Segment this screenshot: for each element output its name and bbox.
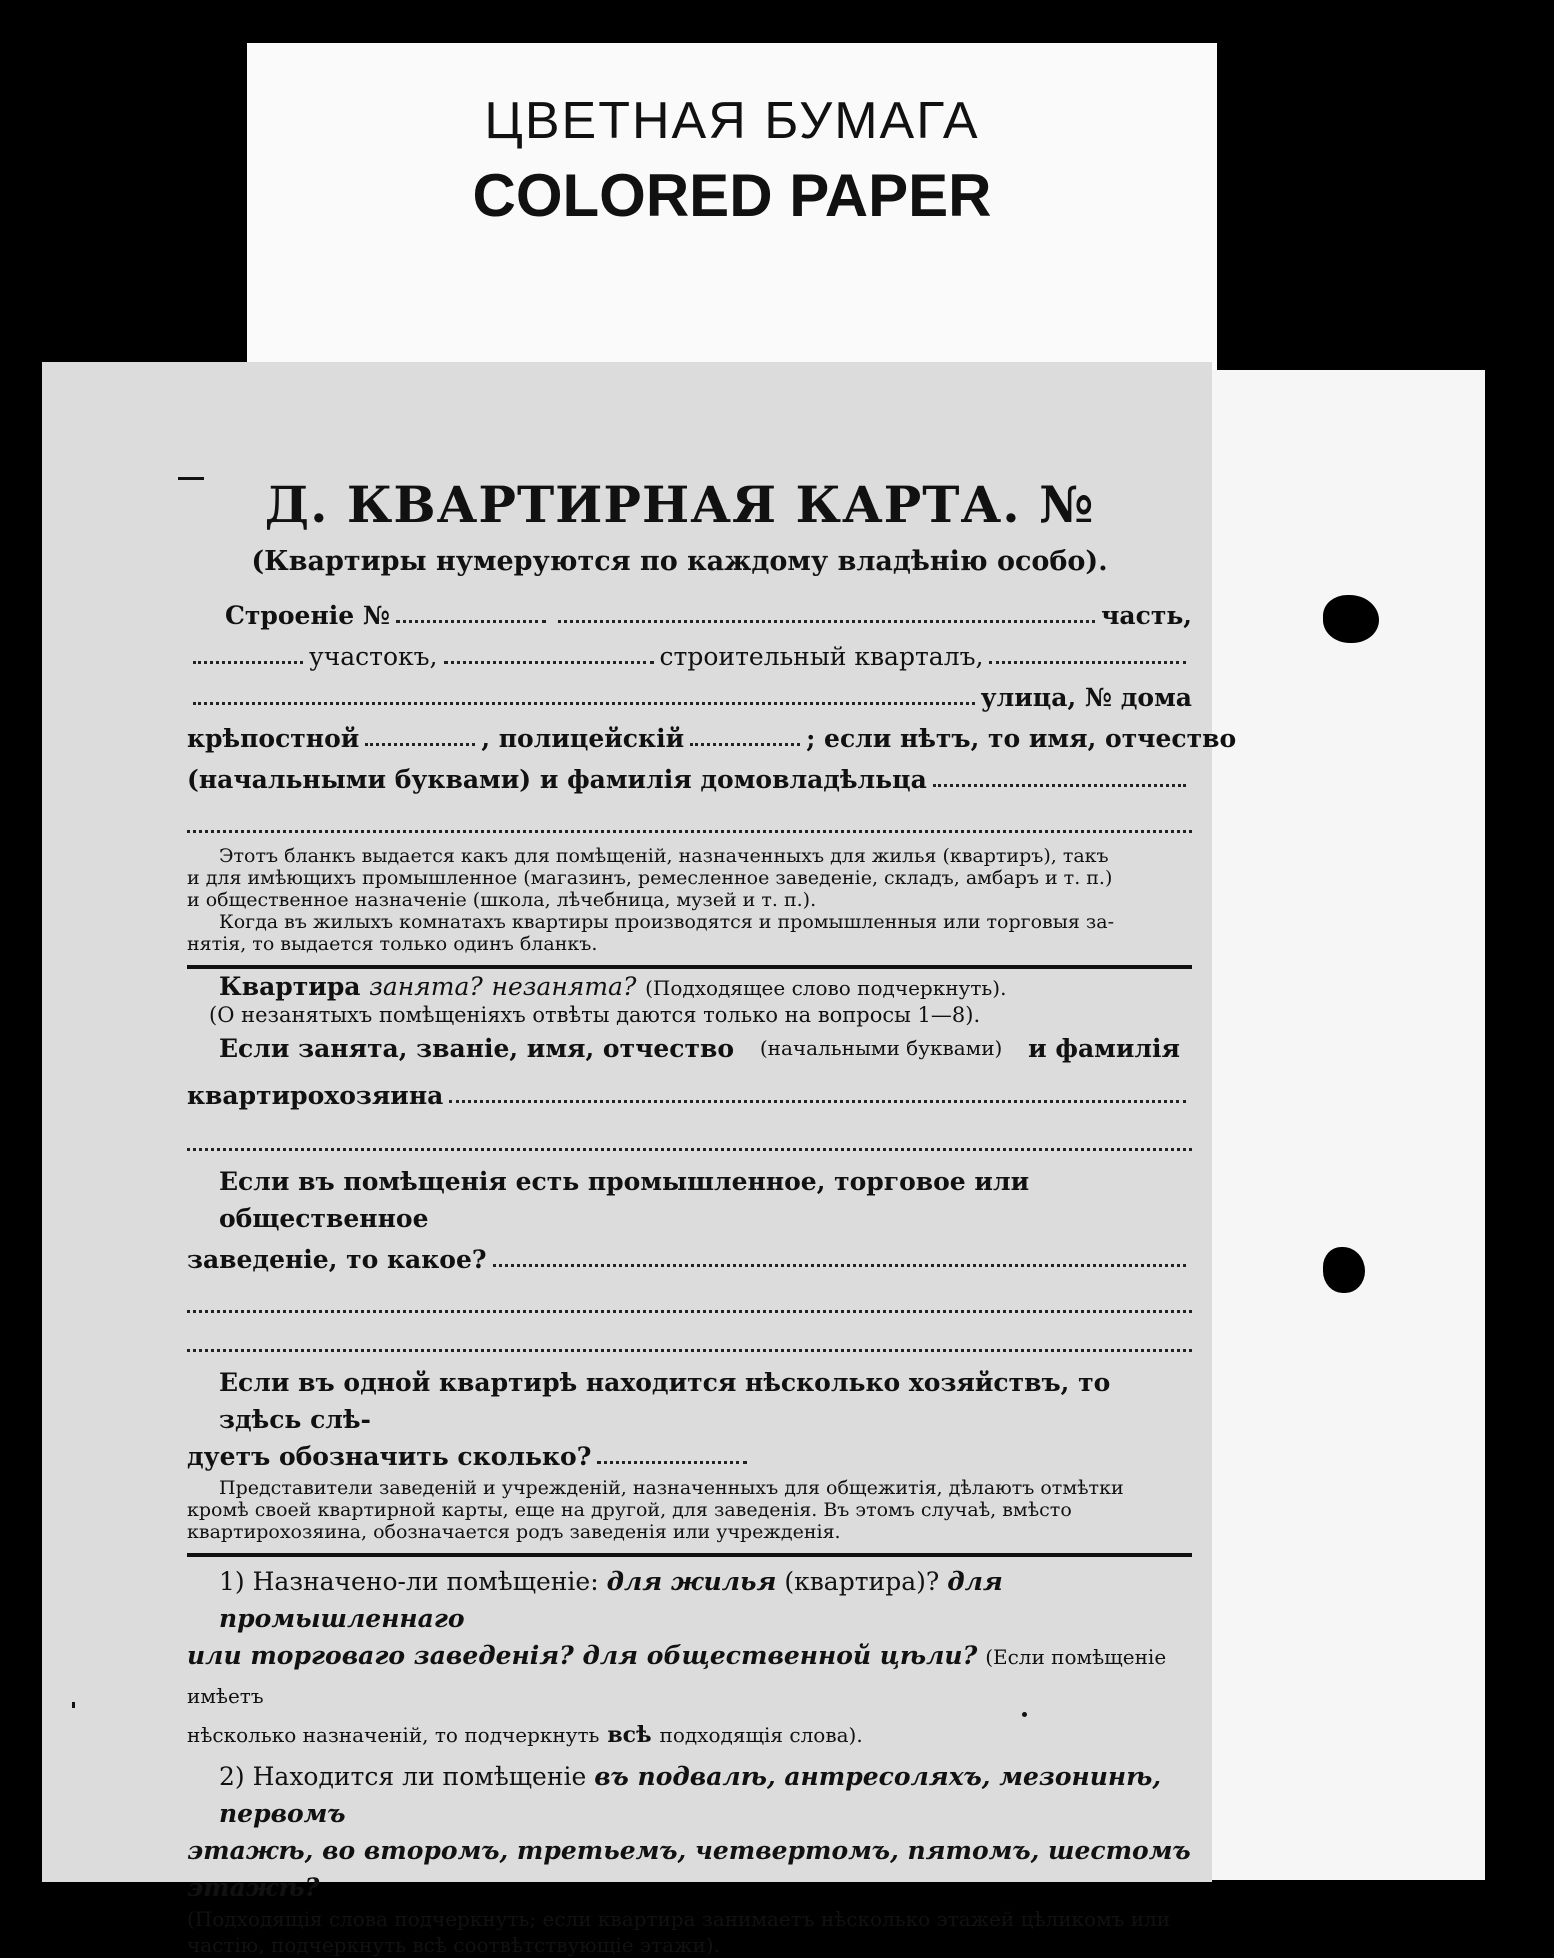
uchastok-field[interactable] [193,661,303,664]
households-field[interactable] [597,1461,747,1464]
occupied-note: (О незанятыхъ помѣщеніяхъ отвѣты даются только на вопросы 1—8). [209,1003,981,1027]
colored-paper-label [247,43,1217,373]
note-line: Представители заведеній и учрежденій, назначенныхъ для общежитія, дѣлаютъ отмѣтки [219,1477,1124,1499]
question-1-cont-2 [187,1715,1192,1754]
note-blank-usage [187,845,1192,955]
note-line: и общественное назначеніе (школа, лѣчебница, музей и т. п.). [187,889,817,911]
apartment-card-form [187,475,1237,1958]
stroenie-label: Строеніе № [225,601,391,630]
q2-hint: частію, подчеркнуть всѣ соотвѣтствующіе этажи). [187,1933,720,1957]
politseiskii-field[interactable] [690,743,800,746]
stroenie-field[interactable] [396,620,546,623]
q2-hint: (Подходящія слова подчеркнуть; если квартира занимаетъ нѣсколько этажей цѣликомъ или [187,1907,1171,1931]
q1-hint: подходящія слова). [659,1723,863,1747]
chast-label: часть, [1101,601,1192,630]
q2-floor-options[interactable]: этажѣ, во второмъ, третьемъ, четвертомъ, пятомъ, шестомъ этажѣ? [187,1836,1191,1902]
ink-speck [1022,1712,1027,1717]
occupied-prefix: Квартира [219,972,361,1001]
tenant-hint: (начальными буквами) [759,1036,1003,1060]
q1-hint-emphasis: всѣ [607,1722,652,1748]
q1-hint: нѣсколько назначеній, то подчеркнуть [187,1723,600,1747]
ulitsa-field[interactable] [193,702,975,705]
chast-field[interactable] [558,620,1095,623]
address-row-3 [187,683,1192,712]
address-row-5 [187,765,1192,794]
note-line: нятія, то выдается только одинъ бланкъ. [187,933,598,955]
question-2-note [187,1906,1192,1958]
question-2 [187,1758,1192,1832]
option-unoccupied[interactable]: незанята? [491,972,637,1001]
tenant-label: Если занята, званіе, имя, отчество [219,1034,735,1063]
note-line: Этотъ бланкъ выдается какъ для помѣщеній, назначенныхъ для жилья (квартиръ), такъ [219,845,1109,867]
section-rule [187,965,1192,969]
tenant-line-1 [187,1030,1192,1067]
note-line: Когда въ жилыхъ комнатахъ квартиры производятся и промышленныя или торговыя за- [219,911,1115,933]
question-1 [187,1563,1192,1637]
option-occupied[interactable]: занята? [369,972,483,1001]
tenant-line-2 [187,1081,1192,1110]
establishment-line-1: Если въ помѣщенія есть промышленное, торговое или общественное [219,1167,1030,1233]
establishment-field-continued[interactable] [187,1310,1192,1313]
tenant-label-end: и фамилія [1028,1034,1180,1063]
apartment-card-sheet [42,362,1237,1957]
owner-label: (начальными буквами) и фамилія домовладѣльца [187,765,927,794]
q1-text: 1) Назначено-ли помѣщеніе: [219,1567,599,1596]
owner-field-continued[interactable] [187,830,1192,833]
households-label: дуетъ обозначить сколько? [187,1442,592,1471]
establishment-line-2 [187,1245,1192,1274]
q1-option-living[interactable]: для жилья [606,1567,777,1596]
tenant-name-label: квартирохозяина [187,1081,444,1110]
kvartal-label: строительный кварталъ, [659,642,984,671]
question-1-cont [187,1637,1192,1715]
label-english: COLORED PAPER [472,162,992,229]
form-title: Д. КВАРТИРНАЯ КАРТА. № [264,475,1095,534]
occupied-hint: (Подходящее слово подчеркнуть). [645,976,1007,1000]
establishment-field-continued-2[interactable] [187,1349,1192,1352]
owner-field[interactable] [933,784,1186,787]
kvartal-field[interactable] [989,661,1186,664]
q2-floor-options[interactable]: въ подвалѣ, антресоляхъ, мезонинѣ, первомъ [219,1762,1162,1828]
establishment-field[interactable] [493,1264,1186,1267]
q1-text: (квартира)? [784,1567,940,1596]
occupied-question [187,971,1192,1004]
address-row-2 [187,642,1192,671]
form-subtitle: (Квартиры нумеруются по каждому владѣнію особо). [251,546,1108,577]
ink-speck [72,1702,75,1708]
krepostnoi-field[interactable] [365,743,475,746]
households-line-2 [187,1442,1192,1471]
note-line: и для имѣющихъ промышленное (магазинъ, ремесленное заведеніе, складъ, амбаръ и т. п.) [187,867,1113,889]
address-row-1 [187,601,1192,630]
section-rule [187,1553,1192,1557]
politseiskii-label: , полицейскій [481,724,685,753]
note-institutions [187,1477,1192,1543]
question-2-cont [187,1832,1192,1906]
ulitsa-label: улица, № дома [980,683,1192,712]
q1-option-industrial[interactable]: для промышленнаго [219,1567,1003,1633]
establishment-label: заведеніе, то какое? [187,1245,487,1274]
q1-hint: (Если помѣщеніе имѣетъ [187,1645,1167,1708]
backing-sheet [1195,370,1485,1880]
label-russian: ЦВЕТНАЯ БУМАГА [484,92,980,150]
address-row-4 [187,724,1237,753]
krepostnoi-label: крѣпостной [187,724,360,753]
tenant-name-field-continued[interactable] [187,1148,1192,1151]
note-line: кромѣ своей квартирной карты, еще на другой, для заведенія. Въ этомъ случаѣ, вмѣсто [187,1499,1072,1521]
punch-hole [1323,595,1379,643]
punch-hole [1323,1247,1365,1293]
note-line: квартирохозяина, обозначается родъ заведенія или учрежденія. [187,1521,841,1543]
households-line-1: Если въ одной квартирѣ находится нѣсколько хозяйствъ, то здѣсь слѣ- [219,1368,1111,1434]
q2-text: 2) Находится ли помѣщеніе [219,1762,587,1791]
q1-option-trade-public[interactable]: или торговаго заведенія? для общественной цѣли? [187,1641,978,1670]
tenant-name-field[interactable] [449,1100,1186,1103]
kvartal-number-field[interactable] [444,661,654,664]
esli-net-label: ; если нѣтъ, то имя, отчество [806,724,1237,753]
uchastok-label: участокъ, [309,642,438,671]
